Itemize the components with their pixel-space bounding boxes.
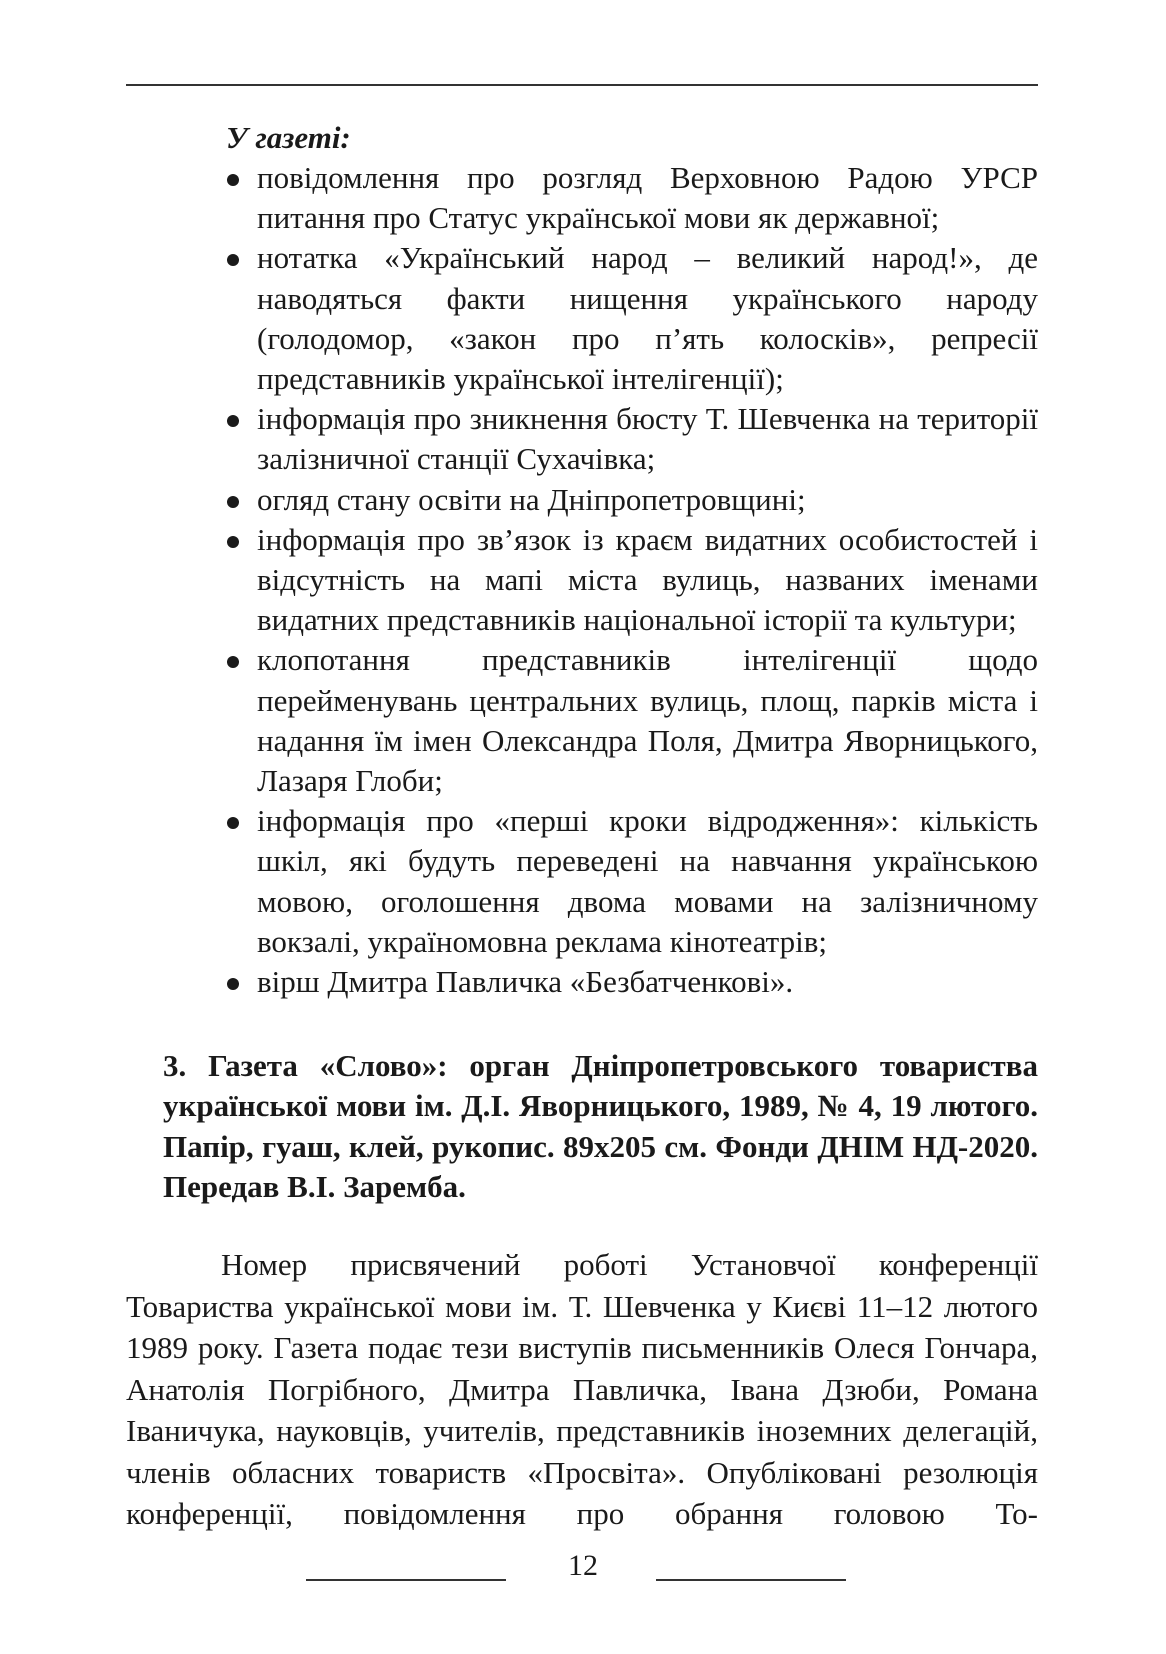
description-paragraph: Номер присвячений роботі Установчої конференції Товариства української мови ім. Т. Шевченка у Києві 11–12 лютого 1989 року. Газета подає тези виступів письменників Олеся Гончара, Анатолія Погрібного, Дмитра Павличка, Івана Дзюби, Романа Іваничука, науковців, учителів, представників іноземних делегацій, членів обласних товариств «Просвіта». Опубліковані резолюція конференції, повідомлення про обрання головою То- — [126, 1247, 1038, 1531]
list-item — [226, 962, 1038, 1002]
footer-rule-right — [656, 1579, 846, 1581]
list-item — [226, 801, 1038, 962]
list-item — [226, 238, 1038, 399]
list-item-text: інформація про зв’язок із краєм видатних особистостей і відсутність на мапі міста вулиць, названих іменами видатних представників національної історії та культури; — [257, 521, 1038, 638]
section-heading: У газеті: — [226, 120, 351, 155]
list-item — [226, 399, 1038, 479]
bullet-icon — [227, 536, 239, 548]
list-item-text: клопотання представників інтелігенції щодо перейменувань центральних вулиць, площ, парків міста і надання їм імен Олександра Поля, Дмитра Яворницького, Лазаря Глоби; — [257, 642, 1038, 799]
footer-rule-left — [306, 1579, 506, 1581]
list-item-text: інформація про «перші кроки відродження»: кількість шкіл, які будуть переведені на навчання українською мовою, оголошення двома мовами на залізничному вокзалі, україномовна реклама кінотеатрів; — [257, 803, 1038, 959]
bullet-icon — [227, 254, 239, 266]
list-item — [226, 158, 1038, 238]
bullet-icon — [227, 496, 239, 508]
list-item — [226, 480, 1038, 520]
list-item-text: інформація про зникнення бюсту Т. Шевченка на території залізничної станції Сухачівка; — [257, 401, 1038, 477]
list-item-text: вірш Дмитра Павличка «Безбатченкові». — [257, 964, 794, 1000]
bullet-icon — [227, 978, 239, 990]
bullet-icon — [227, 656, 239, 668]
bullet-icon — [227, 415, 239, 427]
bullet-icon — [227, 817, 239, 829]
list-item-text: нотатка «Український народ – великий народ!», де наводяться факти нищення українського народу (голодомор, «закон про п’ять колосків», репресії представників української інтелігенції); — [257, 240, 1038, 397]
header-rule — [126, 84, 1038, 86]
newspaper-contents-list — [226, 158, 1038, 1002]
list-item — [226, 640, 1038, 801]
list-item — [226, 520, 1038, 641]
bullet-icon — [227, 174, 239, 186]
page-number: 12 — [568, 1549, 598, 1582]
catalog-entry-heading: 3. Газета «Слово»: орган Дніпропетровського товариства української мови ім. Д.І. Яворницького, 1989, № 4, 19 лютого. Папір, гуаш, клей, рукопис. 89х205 см. Фонди ДНІМ НД-2020. Передав В.І. Заремба. — [163, 1048, 1038, 1204]
list-item-text: огляд стану освіти на Дніпропетровщині; — [257, 481, 806, 517]
page-footer — [0, 1546, 1166, 1586]
list-item-text: повідомлення про розгляд Верховною Радою УРСР питання про Статус української мови як державної; — [257, 160, 1038, 236]
